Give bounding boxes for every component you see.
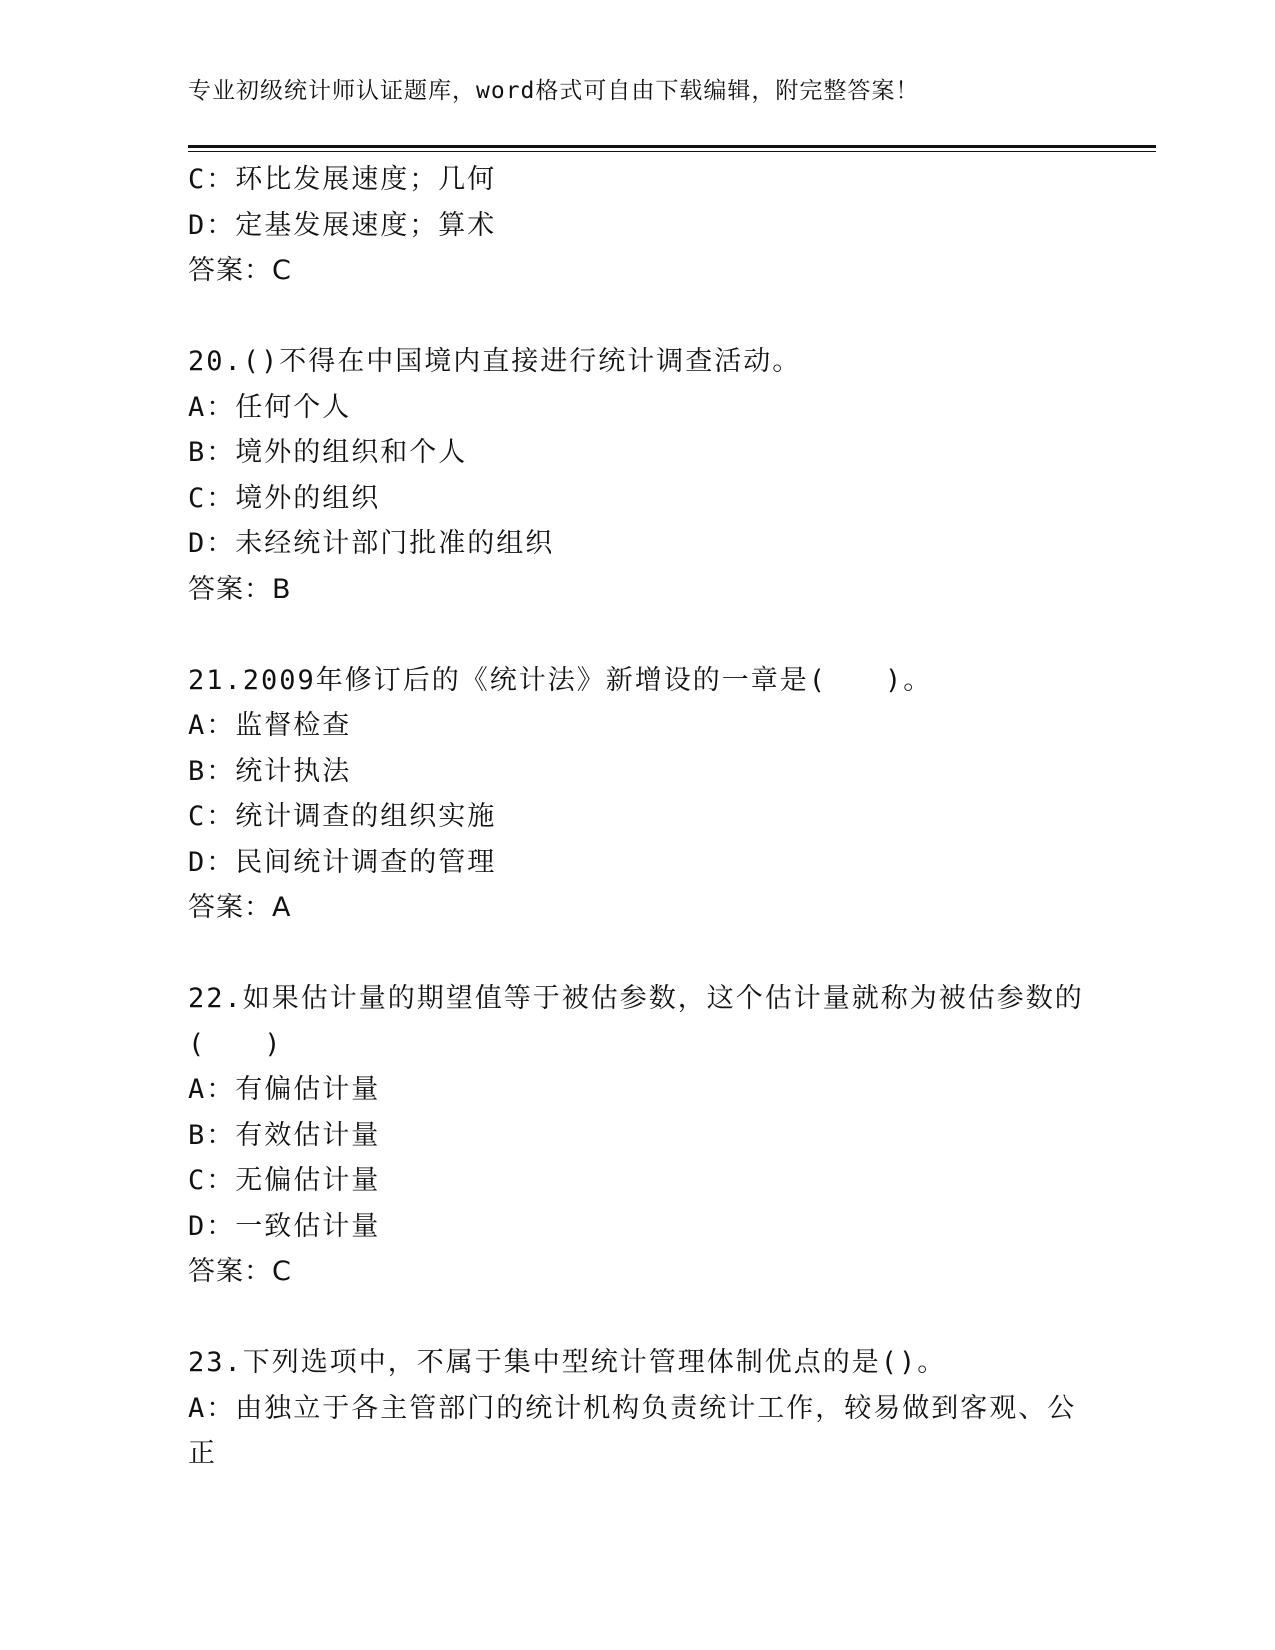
option-d: D：定基发展速度；算术 [188, 209, 497, 241]
option-c: C：环比发展速度；几何 [188, 164, 497, 195]
option-c: C：统计调查的组织实施 [188, 801, 497, 832]
option-b: B：统计执法 [188, 755, 352, 787]
option-a-continuation: 正 [188, 1438, 217, 1469]
question-stem: 21.2009年修订后的《统计法》新增设的一章是( )。 [188, 664, 933, 696]
answer-line: 答案：C [188, 1256, 292, 1287]
option-a: A：由独立于各主管部门的统计机构负责统计工作，较易做到客观、公 [188, 1392, 1077, 1424]
question-22 [188, 976, 1088, 1295]
question-stem: 22.如果估计量的期望值等于被估参数，这个估计量就称为被估参数的 [188, 983, 1084, 1014]
page-header: 专业初级统计师认证题库，word格式可自由下载编辑，附完整答案！ [188, 78, 920, 104]
answer-line: 答案：B [188, 573, 292, 605]
option-d: D：未经统计部门批准的组织 [188, 528, 555, 559]
option-a: A：监督检查 [188, 710, 352, 741]
spacer [188, 294, 1088, 340]
question-21 [188, 658, 1088, 931]
option-c: C：境外的组织 [188, 482, 381, 514]
option-a: A：有偏估计量 [188, 1074, 381, 1105]
option-a: A：任何个人 [188, 391, 352, 423]
question-19-tail [188, 157, 1088, 294]
question-23 [188, 1340, 1088, 1477]
option-d: D：民间统计调查的管理 [188, 846, 497, 878]
option-b: B：有效估计量 [188, 1119, 381, 1151]
question-stem: 23.下列选项中，不属于集中型统计管理体制优点的是()。 [188, 1347, 947, 1378]
question-stem-continuation: ( ) [188, 1028, 283, 1060]
question-20 [188, 339, 1088, 612]
header-divider-thick [188, 145, 1156, 148]
spacer [188, 931, 1088, 977]
option-d: D：一致估计量 [188, 1210, 381, 1242]
spacer [188, 1295, 1088, 1341]
header-divider-thin [188, 151, 1156, 152]
answer-line: 答案：A [188, 892, 292, 923]
spacer [188, 612, 1088, 658]
answer-line: 答案：C [188, 255, 292, 286]
question-list [188, 157, 1088, 1477]
question-stem: 20.()不得在中国境内直接进行统计调查活动。 [188, 346, 802, 377]
option-c: C：无偏估计量 [188, 1165, 381, 1196]
option-b: B：境外的组织和个人 [188, 437, 468, 468]
